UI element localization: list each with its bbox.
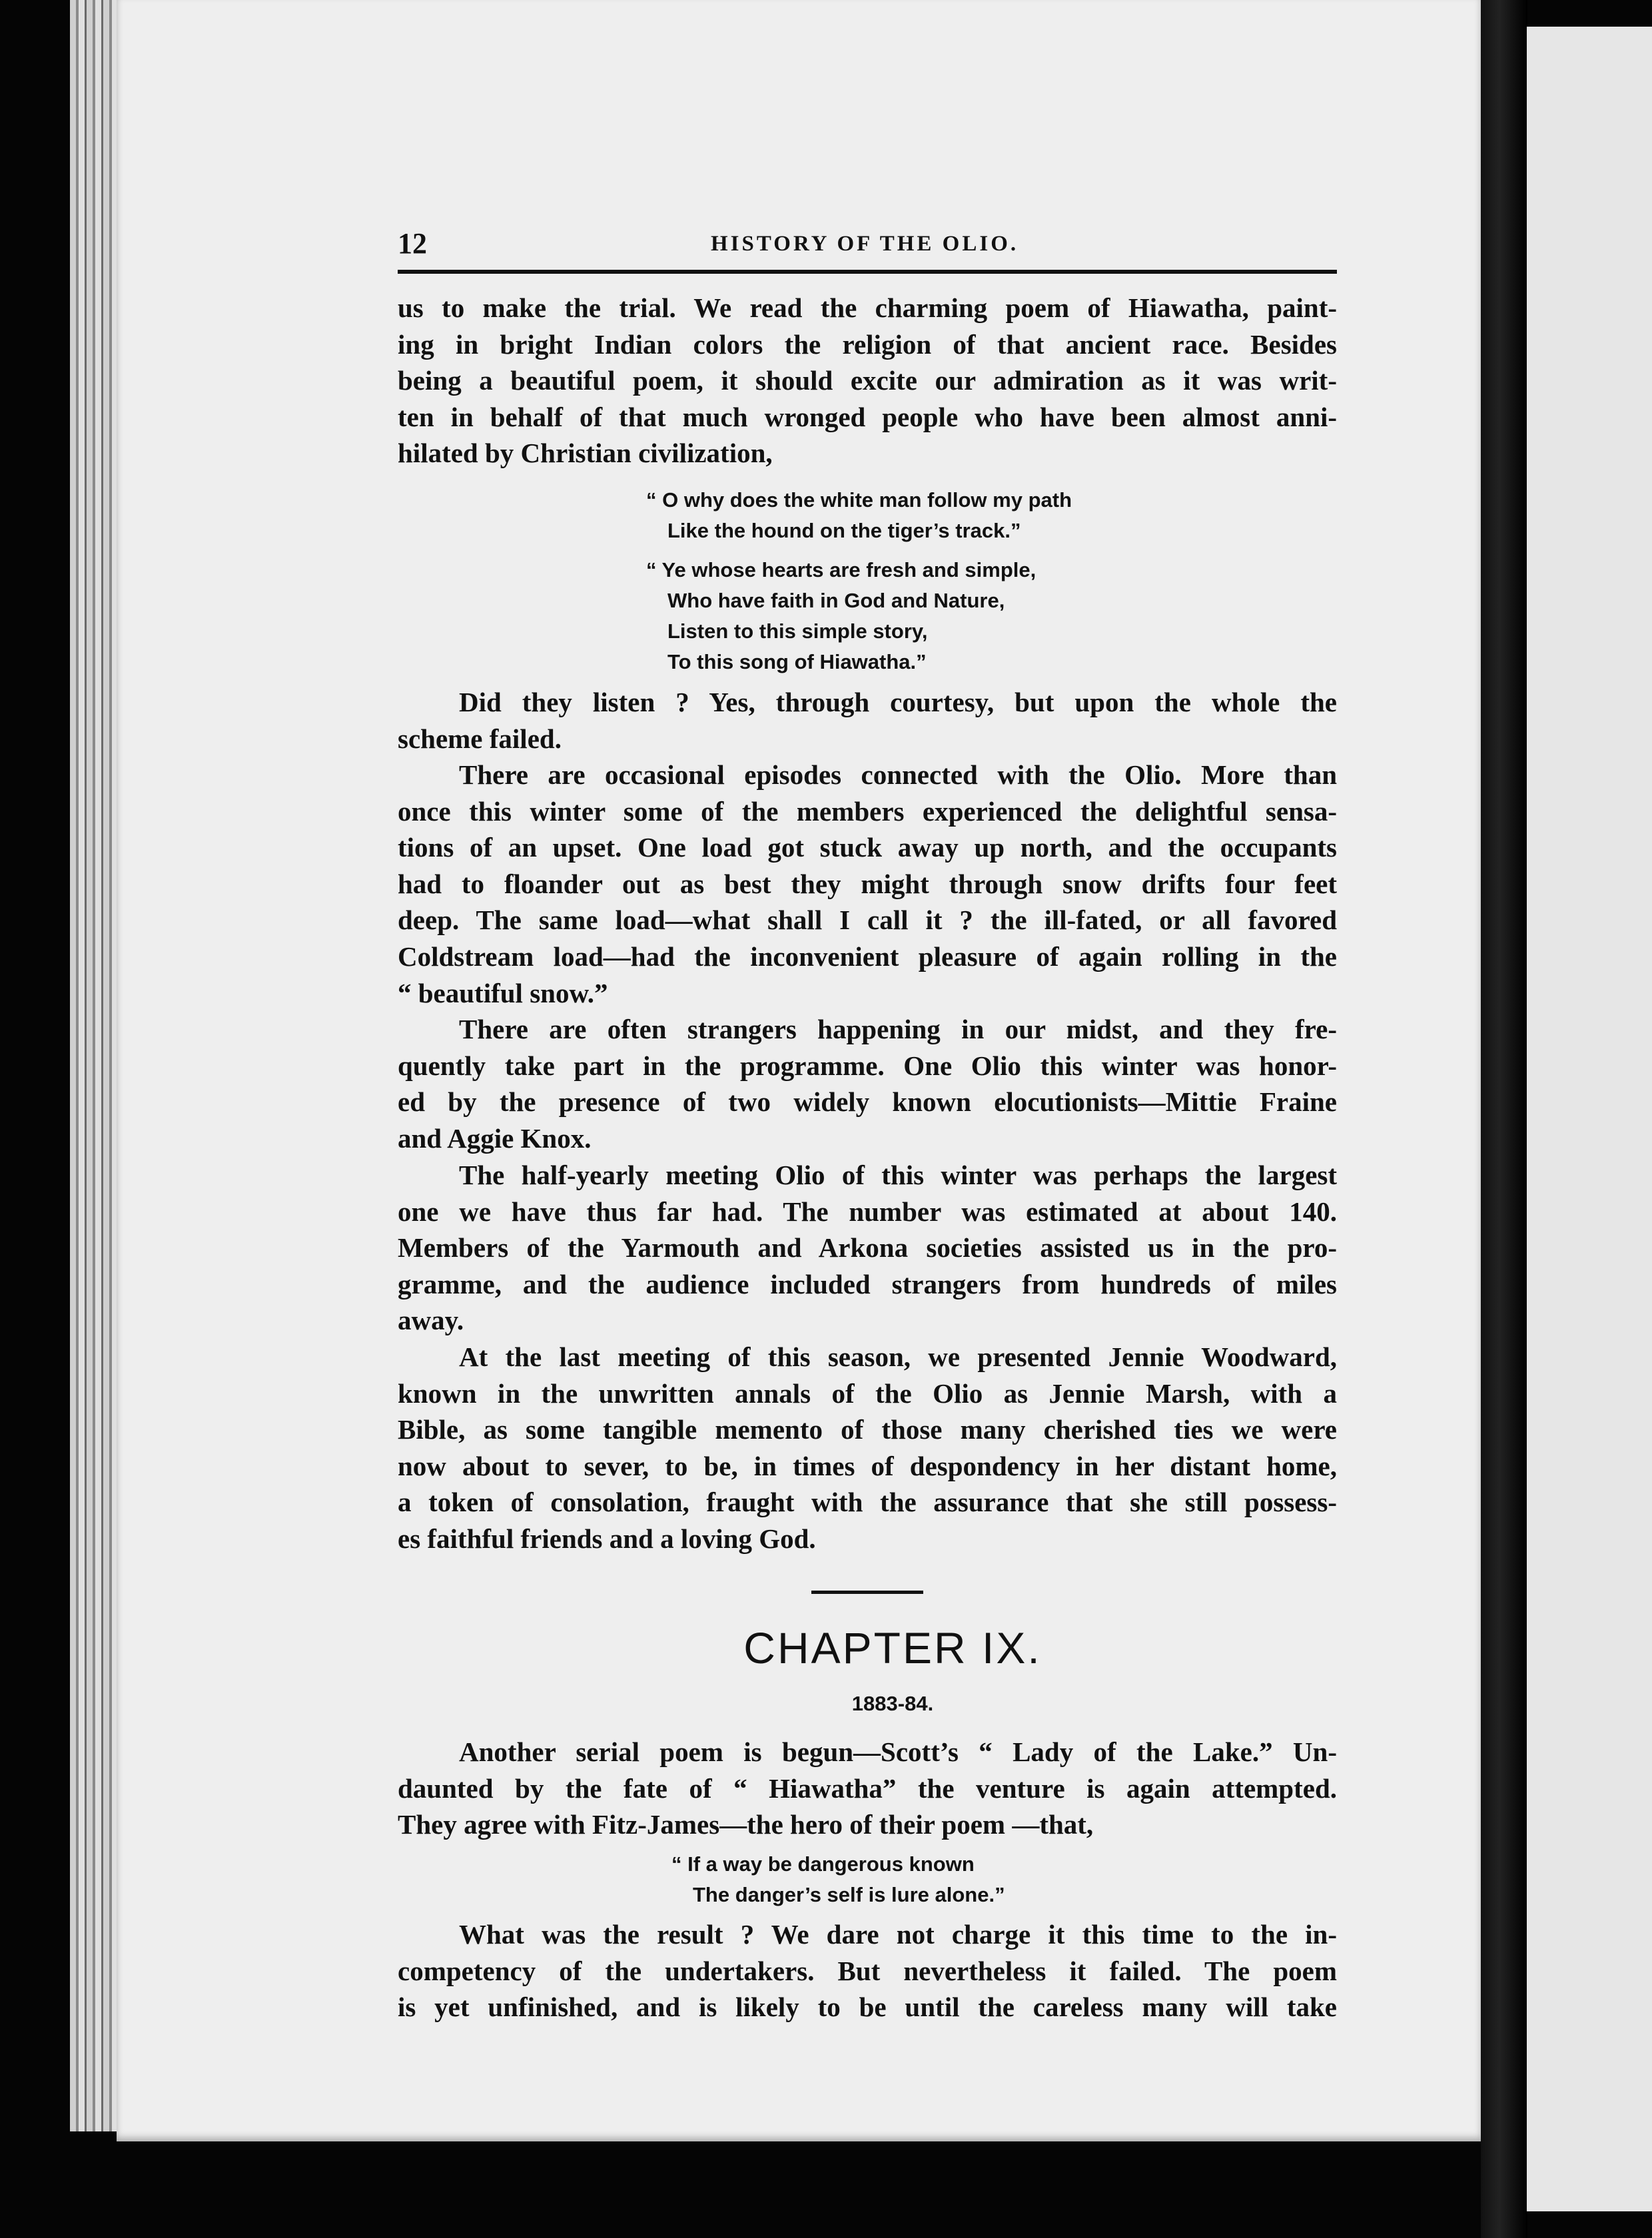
text-line: scheme failed.: [398, 723, 562, 754]
verse-line: Like the hound on the tiger’s track.”: [667, 519, 1021, 542]
text-line: The half-yearly meeting Olio of this winter was perhaps the largest: [459, 1160, 1337, 1190]
text-line: one we have thus far had. The number was estimated at about 140.: [398, 1196, 1337, 1227]
text-line: There are often strangers happening in our midst, and they fre-: [459, 1014, 1337, 1044]
text-line: competency of the undertakers. But nevertheless it failed. The poem: [398, 1955, 1337, 1986]
text-line: “ beautiful snow.”: [398, 977, 608, 1008]
text-line: Did they listen ? Yes, through courtesy, but upon the whole the: [459, 687, 1337, 717]
facing-page: [1527, 27, 1652, 2211]
text-line: quently take part in the programme. One Olio this winter was honor-: [398, 1050, 1337, 1081]
text-line: being a beautiful poem, it should excite our admiration as it was writ-: [398, 365, 1337, 396]
text-line: es faithful friends and a loving God.: [398, 1523, 816, 1554]
verse-line: “ O why does the white man follow my path: [646, 488, 1072, 512]
text-line: and Aggie Knox.: [398, 1122, 592, 1154]
text-line: us to make the trial. We read the charming poem of Hiawatha, paint-: [398, 292, 1337, 323]
chapter-rule: [811, 1591, 923, 1594]
chapter-heading: [0, 1623, 1652, 1673]
text-line: There are occasional episodes connected with the Olio. More than: [459, 759, 1337, 790]
paragraph-1: [398, 290, 1337, 472]
text-line: hilated by Christian civilization,: [398, 438, 773, 469]
paragraph-5: [398, 1157, 1337, 1339]
text-line: gramme, and the audience included strangers from hundreds of miles: [398, 1268, 1337, 1300]
text-line: away.: [398, 1305, 464, 1336]
header-rule: [398, 270, 1337, 274]
running-title: HISTORY OF THE OLIO.: [711, 232, 1019, 256]
paragraph-2: [398, 684, 1337, 757]
verse-line: Who have faith in God and Nature,: [667, 589, 1005, 612]
verse-quote-3: [671, 1849, 1005, 1910]
text-line: tions of an upset. One load got stuck away up north, and the occupants: [398, 832, 1337, 863]
chapter-heading-text: CHAPTER IX.: [743, 1623, 1042, 1673]
page-stack-edge: [70, 0, 120, 2131]
text-line: had to floander out as best they might through snow drifts four feet: [398, 868, 1337, 899]
text-line: Another serial poem is begun—Scott’s “ Lady of the Lake.” Un-: [459, 1736, 1337, 1767]
text-line: a token of consolation, fraught with the assurance that she still possess-: [398, 1487, 1337, 1518]
verse-line: “ If a way be dangerous known: [671, 1852, 975, 1876]
text-line: Bible, as some tangible memento of those many cherished ties we were: [398, 1414, 1337, 1445]
verse-line: “ Ye whose hearts are fresh and simple,: [646, 558, 1036, 581]
text-line: Members of the Yarmouth and Arkona societies assisted us in the pro-: [398, 1232, 1337, 1264]
book-gutter: [1481, 0, 1527, 2238]
verse-quote-1: [646, 485, 1072, 546]
text-line: What was the result ? We dare not charge it this time to the in-: [459, 1919, 1337, 1950]
chapter-paragraph-1: [398, 1734, 1337, 1843]
text-line: known in the unwritten annals of the Olio as Jennie Marsh, with a: [398, 1377, 1337, 1409]
verse-quote-2: [646, 555, 1036, 677]
text-line: now about to sever, to be, in times of despondency in her distant home,: [398, 1450, 1337, 1481]
text-line: At the last meeting of this season, we presented Jennie Woodward,: [459, 1341, 1337, 1372]
text-line: ed by the presence of two widely known elocutionists—Mittie Fraine: [398, 1086, 1337, 1118]
text-line: daunted by the fate of “ Hiawatha” the venture is again attempted.: [398, 1772, 1337, 1804]
page-number: 12: [398, 227, 427, 260]
text-line: once this winter some of the members experienced the delightful sensa-: [398, 795, 1337, 827]
verse-line: Listen to this simple story,: [667, 619, 928, 643]
paragraph-6: [398, 1339, 1337, 1557]
chapter-years: [0, 1692, 1652, 1716]
text-line: deep. The same load—what shall I call it ? the ill-fated, or all favored: [398, 905, 1337, 936]
text-line: is yet unfinished, and is likely to be until the careless many will take: [398, 1992, 1337, 2023]
text-line: ing in bright Indian colors the religion of that ancient race. Besides: [398, 328, 1337, 360]
running-head: [398, 226, 1337, 273]
paragraph-3: [398, 757, 1337, 1011]
paragraph-4: [398, 1011, 1337, 1156]
verse-line: To this song of Hiawatha.”: [667, 650, 927, 673]
chapter-paragraph-2: [398, 1916, 1337, 2026]
text-line: ten in behalf of that much wronged people who have been almost anni-: [398, 401, 1337, 432]
text-line: Coldstream load—had the inconvenient pleasure of again rolling in the: [398, 940, 1337, 972]
chapter-years-text: 1883-84.: [851, 1692, 934, 1715]
verse-line: The danger’s self is lure alone.”: [693, 1883, 1005, 1906]
text-line: They agree with Fitz-James—the hero of their poem —that,: [398, 1809, 1094, 1840]
